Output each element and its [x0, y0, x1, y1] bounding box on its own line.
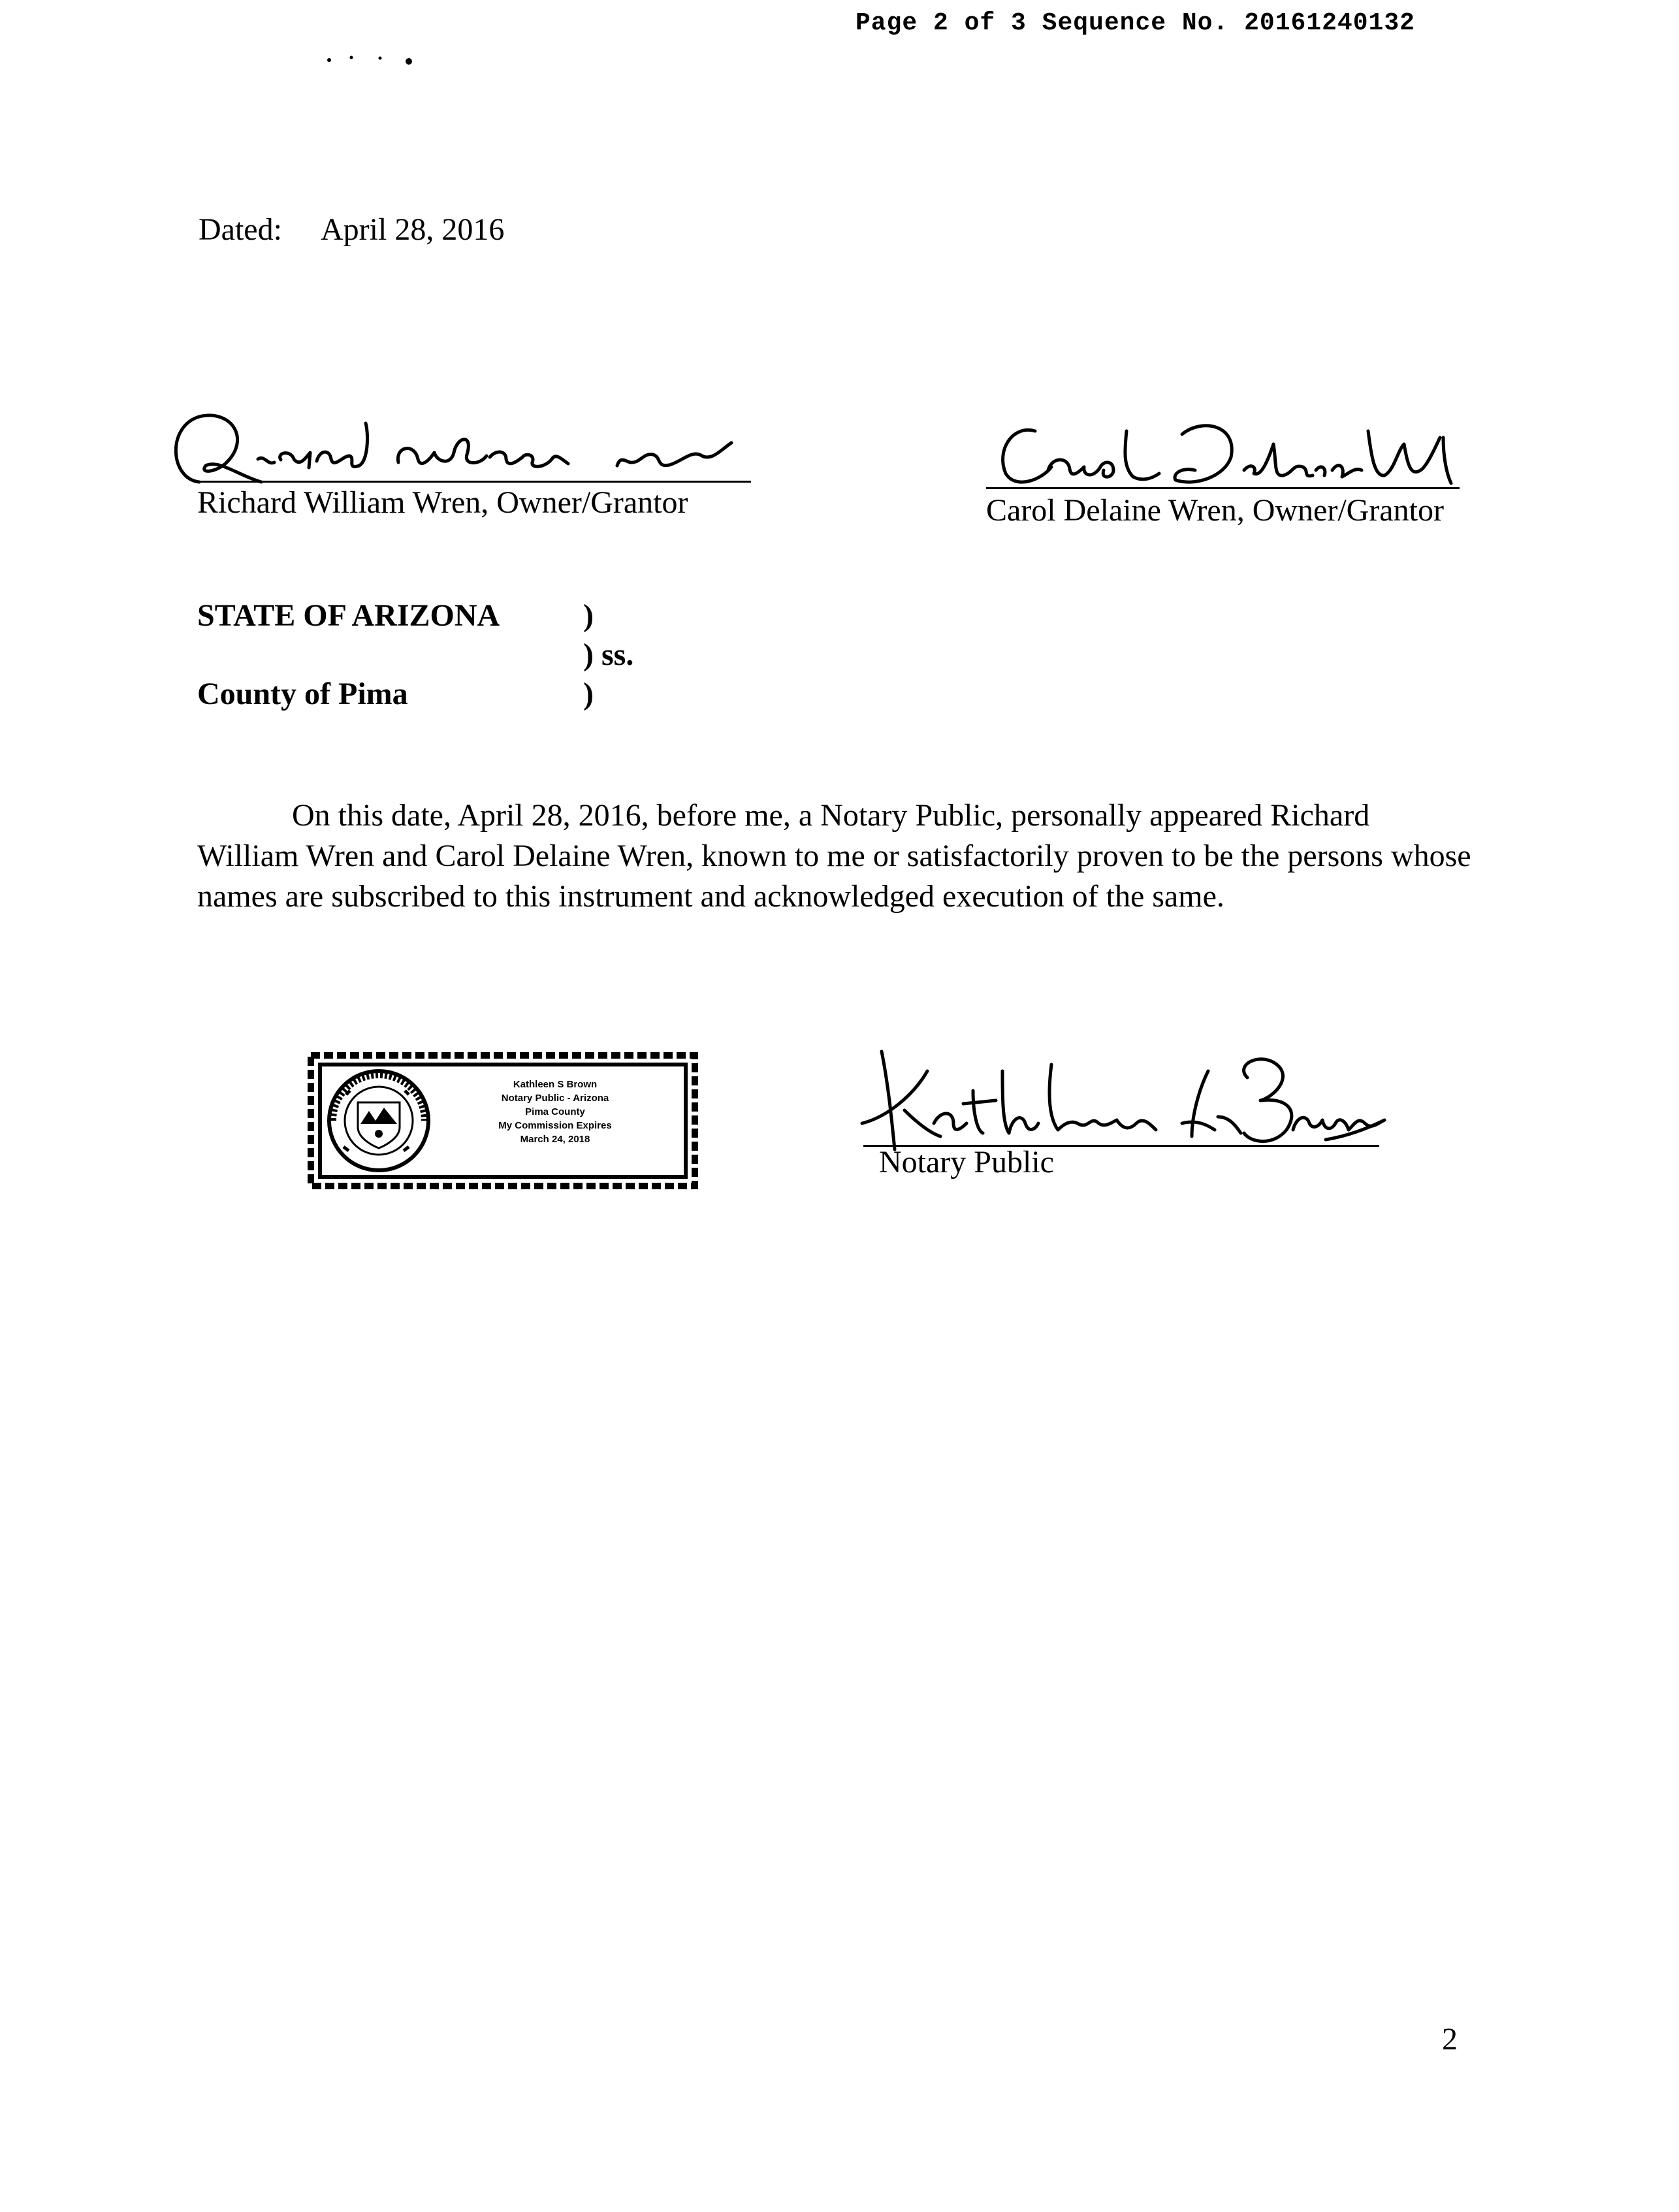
- carol-wren-signature: [986, 405, 1463, 496]
- dated-label: Dated:: [199, 212, 282, 247]
- page-sequence-header: Page 2 of 3 Sequence No. 20161240132: [855, 9, 1415, 37]
- richard-wren-caption: Richard William Wren, Owner/Grantor: [197, 485, 688, 520]
- venue-paren-1: ): [583, 598, 594, 633]
- signature-line-carol: [986, 487, 1460, 489]
- venue-paren-3: ): [583, 677, 594, 711]
- stamp-title: Notary Public - Arizona: [501, 1093, 609, 1104]
- notary-stamp-text: [457, 1078, 653, 1146]
- stamp-county: Pima County: [525, 1106, 585, 1117]
- venue-county: County of Pima: [197, 677, 408, 711]
- stamp-name: Kathleen S Brown: [513, 1079, 598, 1090]
- venue-state: STATE OF ARIZONA: [197, 598, 500, 633]
- scan-specks: [325, 51, 430, 71]
- dated-value: April 28, 2016: [321, 212, 505, 247]
- arizona-seal-icon: [329, 1071, 428, 1170]
- acknowledgment-text: On this date, April 28, 2016, before me, a Notary Public, personally appeared Richard William Wren and Carol Delaine Wren, known to me or satisfactorily proven to be the persons whose names are subscribed to this instrument and acknowledged execution of the same.: [197, 798, 1471, 914]
- stamp-commission-label: My Commission Expires: [498, 1120, 612, 1131]
- notary-caption: Notary Public: [879, 1145, 1054, 1179]
- venue-paren-ss: ) ss.: [583, 637, 634, 672]
- signature-line-richard: [196, 481, 751, 483]
- acknowledgment-paragraph: [197, 795, 1477, 917]
- stamp-commission-date: March 24, 2018: [520, 1134, 590, 1145]
- carol-wren-caption: Carol Delaine Wren, Owner/Grantor: [986, 493, 1444, 528]
- notary-signature: [842, 1025, 1404, 1156]
- page-number: 2: [1442, 2022, 1458, 2057]
